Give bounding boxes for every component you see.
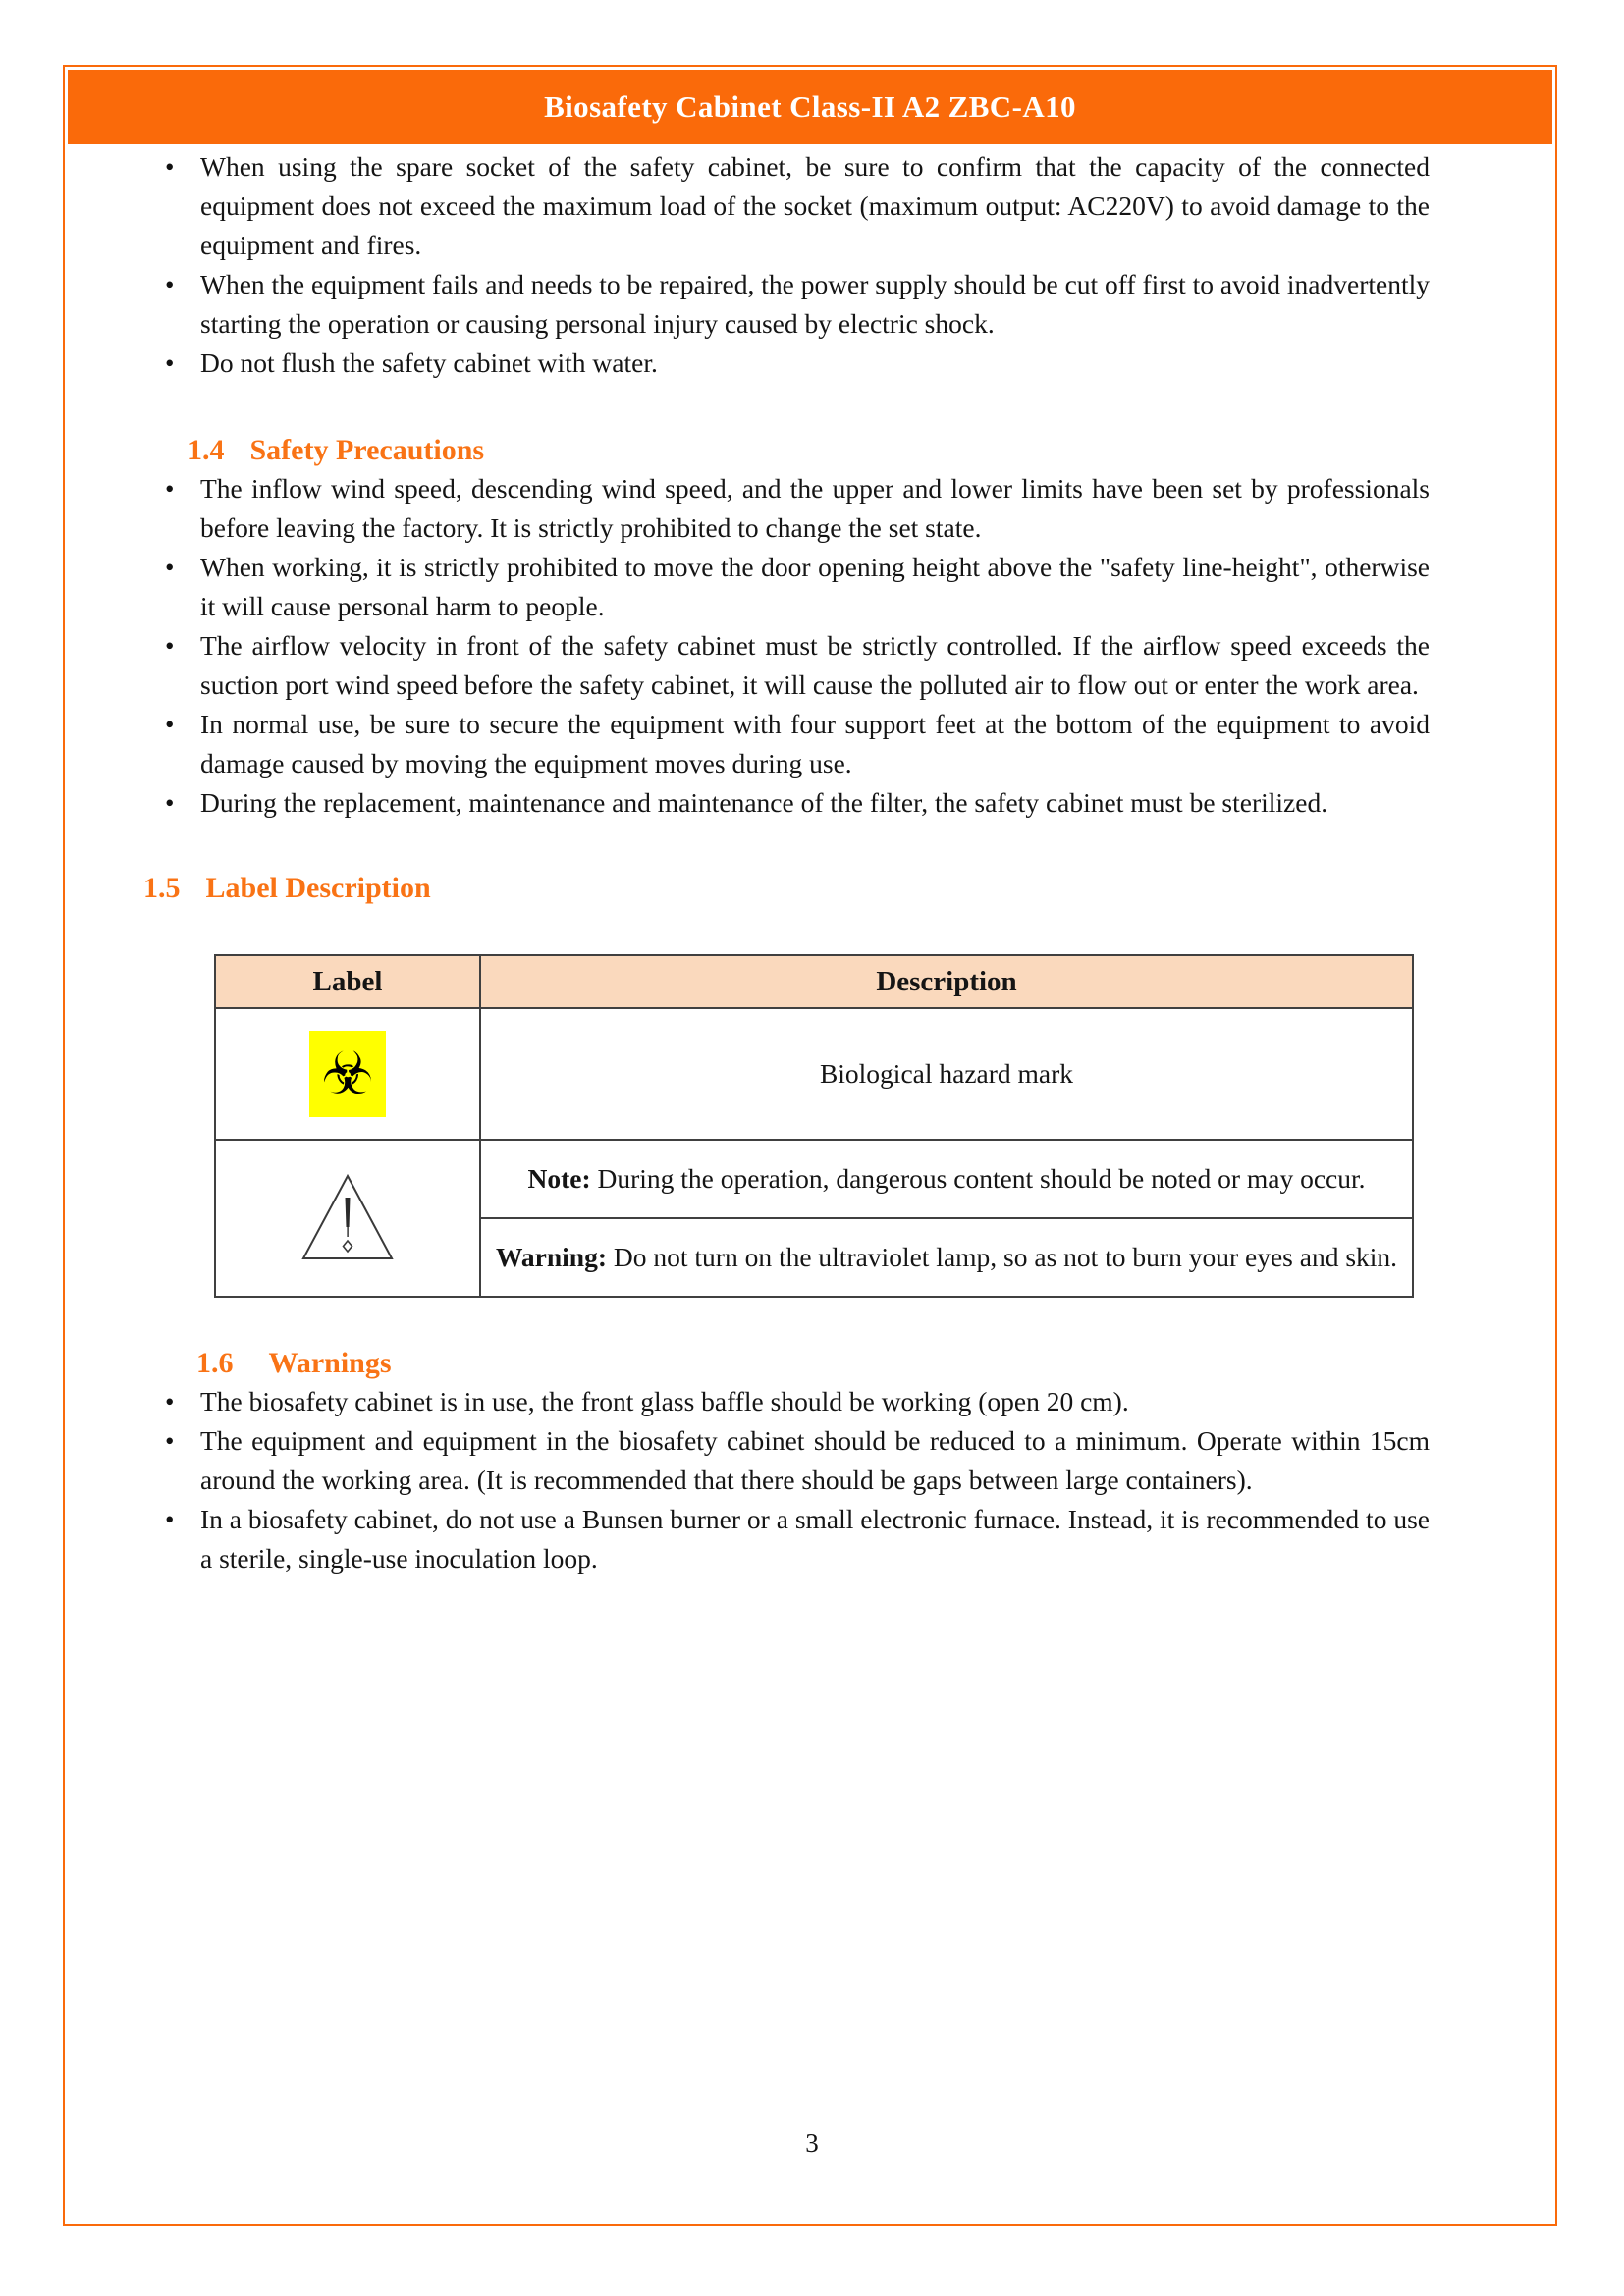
list-item: • The biosafety cabinet is in use, the front glass baffle should be working (open 20 cm). xyxy=(143,1382,1430,1421)
page-border-frame xyxy=(63,65,1557,2226)
section-title: Safety Precautions xyxy=(249,434,485,466)
intro-bullet-list xyxy=(143,147,1430,383)
table-header-row xyxy=(215,955,1413,1008)
warnings-bullet-list xyxy=(143,1382,1430,1578)
description-cell: Biological hazard mark xyxy=(480,1008,1413,1140)
section-title: Warnings xyxy=(268,1347,392,1379)
section-heading-1-5 xyxy=(143,870,1430,907)
section-number: 1.6 xyxy=(196,1347,234,1379)
list-item: • In normal use, be sure to secure the equipment with four support feet at the bottom of the equipment to avoid damage caused by moving the equipment moves during use. xyxy=(143,705,1430,783)
label-cell xyxy=(215,1008,480,1140)
warning-label: Warning: xyxy=(495,1242,608,1272)
note-text: During the operation, dangerous content should be noted or may occur. xyxy=(590,1163,1366,1194)
section-heading-1-6 xyxy=(196,1345,1430,1382)
safety-precautions-bullet-list xyxy=(143,469,1430,823)
table-row xyxy=(215,1008,1413,1140)
table-row xyxy=(215,1140,1413,1218)
page-title: Biosafety Cabinet Class-II A2 ZBC-A10 xyxy=(544,89,1076,124)
section-heading-1-4 xyxy=(188,432,1430,469)
label-description-table xyxy=(214,954,1414,1298)
note-label: Note: xyxy=(527,1163,591,1194)
page-content xyxy=(65,147,1555,1578)
list-item: • The inflow wind speed, descending wind speed, and the upper and lower limits have been set by professionals before leaving the factory. It is strictly prohibited to change the set state. xyxy=(143,469,1430,548)
list-item: • When the equipment fails and needs to be repaired, the power supply should be cut off first to avoid inadvertently starting the operation or causing personal injury caused by electric shock. xyxy=(143,265,1430,344)
description-cell xyxy=(480,1140,1413,1218)
section-title: Label Description xyxy=(205,872,431,904)
label-cell xyxy=(215,1140,480,1297)
description-cell xyxy=(480,1218,1413,1297)
biohazard-icon: ☣ xyxy=(309,1031,386,1117)
list-item: • When working, it is strictly prohibited to move the door opening height above the "safety line-height", otherwise it will cause personal harm to people. xyxy=(143,548,1430,626)
list-item: • The equipment and equipment in the biosafety cabinet should be reduced to a minimum. Operate within 15cm around the working area. (It is recommended that there should be gaps between large containers). xyxy=(143,1421,1430,1500)
warning-triangle-icon xyxy=(300,1170,395,1266)
section-number: 1.5 xyxy=(143,872,181,904)
section-number: 1.4 xyxy=(188,434,225,466)
page-header-band xyxy=(68,70,1552,144)
page-number: 3 xyxy=(805,2128,819,2158)
warning-text: Do not turn on the ultraviolet lamp, so as not to burn your eyes and skin. xyxy=(607,1242,1398,1272)
column-header-label: Label xyxy=(215,955,480,1008)
list-item: • When using the spare socket of the safety cabinet, be sure to confirm that the capacity of the connected equipment does not exceed the maximum load of the socket (maximum output: AC220V) to avoid damage to the equipment and fires. xyxy=(143,147,1430,265)
column-header-description: Description xyxy=(480,955,1413,1008)
list-item: • Do not flush the safety cabinet with water. xyxy=(143,344,1430,383)
list-item: • The airflow velocity in front of the safety cabinet must be strictly controlled. If the airflow speed exceeds the suction port wind speed before the safety cabinet, it will cause the polluted air to flow out or enter the work area. xyxy=(143,626,1430,705)
list-item: • During the replacement, maintenance and maintenance of the filter, the safety cabinet must be sterilized. xyxy=(143,783,1430,823)
list-item: • In a biosafety cabinet, do not use a Bunsen burner or a small electronic furnace. Instead, it is recommended to use a sterile, single-use inoculation loop. xyxy=(143,1500,1430,1578)
